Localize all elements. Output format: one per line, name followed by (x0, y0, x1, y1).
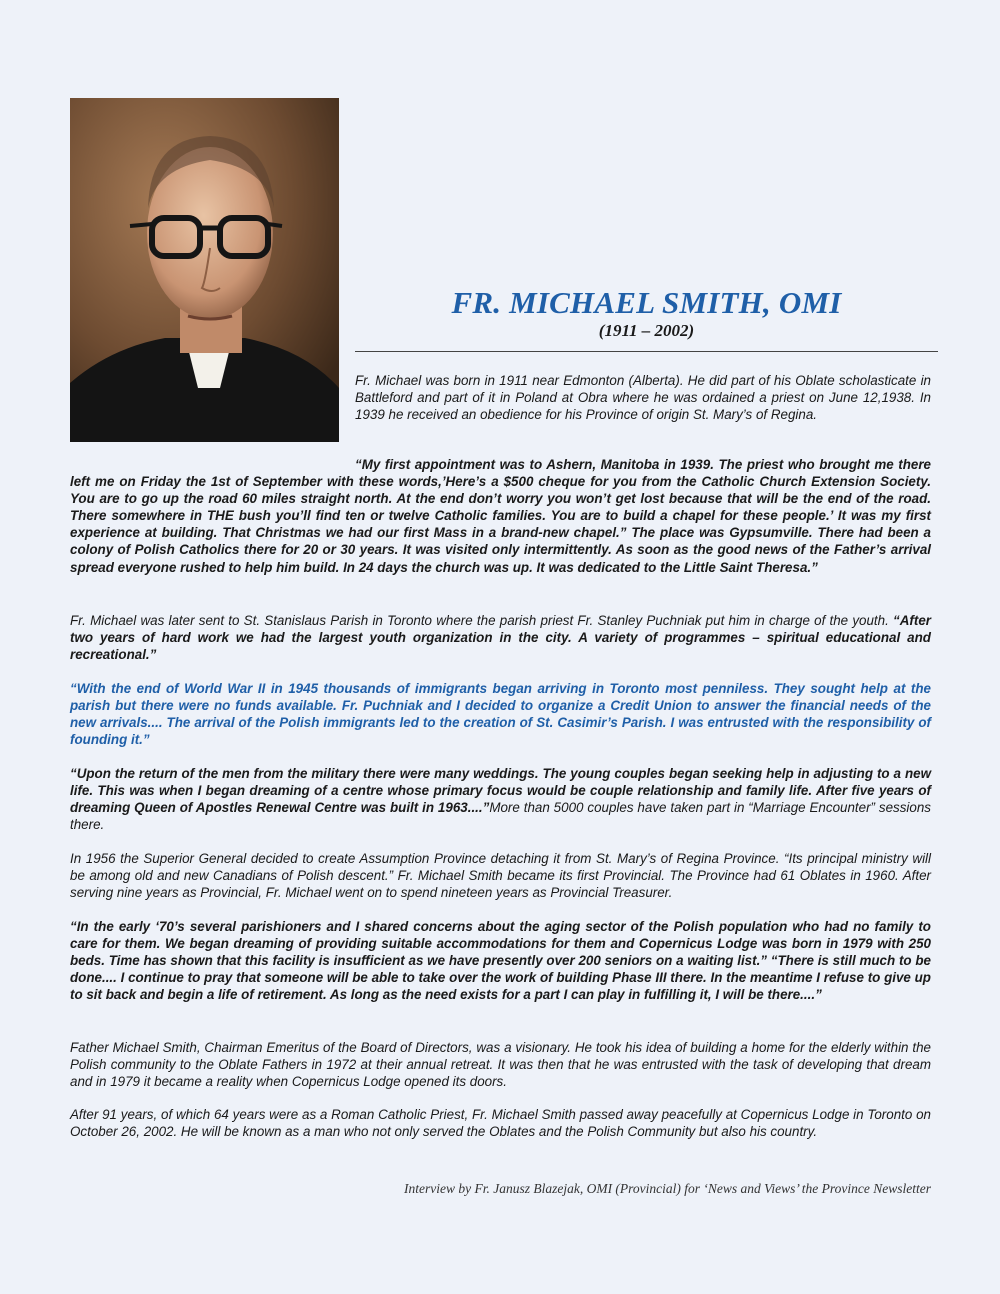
paragraph-obituary: After 91 years, of which 64 years were as a Roman Catholic Priest, Fr. Michael Smith passed away peacefully at Copernicus Lodge in Toronto on October 26, 2002. He will be known as a man who not only served the Oblates and the Polish Community but also his country. (70, 1107, 931, 1140)
paragraph-toronto (70, 612, 931, 663)
quote-copernicus: “In the early ‘70’s several parishioners and I shared concerns about the aging sector of the Polish population who had no family to care for them. We began dreaming of providing suitable accommodations for them and Copernicus Lodge was born in 1979 with 250 beds. Time has shown that this facility is insufficient as we have presently over 200 seniors on a waiting list.” “There is still much to be done.... I continue to pray that someone will be able to take over the work of building Phase III there. In the meantime I refuse to give up to sit back and begin a life of retirement. As long as the need exists for a part I can play in fulfilling it, I will be there....” (70, 919, 931, 1003)
title-divider (355, 351, 938, 352)
quote-first-appointment (70, 456, 931, 576)
quote-immigrants: “With the end of World War II in 1945 thousands of immigrants began arriving in Toronto most penniless. They sought help at the parish but there were no funds available. Fr. Puchniak and I decided to organize a Credit Union to answer the financial needs of the new arrivals.... The arrival of the Polish immigrants led to the creation of St. Casimir’s Parish. I was entrusted with the responsibility of founding it.” (70, 681, 931, 748)
paragraph-visionary: Father Michael Smith, Chairman Emeritus of the Board of Directors, was a visionary. He took his idea of building a home for the elderly within the Polish community to the Oblate Fathers in 1972 at their annual retreat. It was then that he was entrusted with the task of developing that dream and in 1979 it became a reality when Copernicus Lodge opened its doors. (70, 1040, 931, 1090)
interview-credit: Interview by Fr. Janusz Blazejak, OMI (Provincial) for ‘News and Views’ the Province Newsletter (403, 1181, 931, 1196)
title-block (355, 285, 938, 341)
intro-paragraph: Fr. Michael was born in 1911 near Edmonton (Alberta). He did part of his Oblate scholasticate in Battleford and part of it in Poland at Obra where he was ordained a priest on June 12,1938. In 1939 he received an obedience for his Province of origin St. Mary’s of Regina. (355, 373, 931, 423)
life-years: (1911 – 2002) (598, 321, 695, 340)
page-title: FR. MICHAEL SMITH, OMI (451, 285, 842, 320)
paragraph-marriage (70, 765, 931, 833)
paragraph-province: In 1956 the Superior General decided to create Assumption Province detaching it from St. Mary’s of Regina Province. “Its principal ministry will be among old and new Canadians of Polish descent.” Fr. Michael Smith became its first Provincial. The Province had 61 Oblates in 1960. After serving nine years as Provincial, Fr. Michael went on to spend nineteen years as Provincial Treasurer. (70, 851, 931, 901)
paragraph-toronto-text: Fr. Michael was later sent to St. Stanislaus Parish in Toronto where the parish priest Fr. Stanley Puchniak put him in charge of the youth. (70, 613, 889, 628)
paragraph-marriage-quote: “Upon the return of the men from the military there were many weddings. The young couples began seeking help in adjusting to a new life. This was when I began dreaming of a centre whose primary focus would be couple relationship and family life. After five years of dreaming Queen of Apostles Renewal Centre was built in 1963....” (70, 766, 931, 816)
paragraph-toronto-quote: “After two years of hard work we had the largest youth organization in the city. A variety of programmes – spiritual educational and recreational.” (70, 613, 931, 663)
portrait-illustration (70, 98, 339, 442)
paragraph-marriage-text: More than 5000 couples have taken part in “Marriage Encounter” sessions there. (70, 800, 932, 833)
quote-first-appointment-text: “My first appointment was to Ashern, Manitoba in 1939. The priest who brought me there left me on Friday the 1st of September with these words,’Here’s a $500 cheque for you from the Catholic Church Extension Society. You are to go up the road 60 miles straight north. At the end don’t worry you won’t get lost because that will be the end of the road. There somewhere in THE bush you’ll find ten or twelve Catholic families. You are to build a chapel for these people.’ It was my first experience at building. That Christmas we had our first Mass in a brand-new chapel.” The place was Gypsumville. There had been a colony of Polish Catholics there for 20 or 30 years. It was visited only intermittently. As soon as the good news of the Father’s arrival spread everyone rushed to help him build. In 24 days the church was up. It was dedicated to the Little Saint Theresa.” (70, 457, 931, 575)
portrait-photo (70, 98, 339, 442)
